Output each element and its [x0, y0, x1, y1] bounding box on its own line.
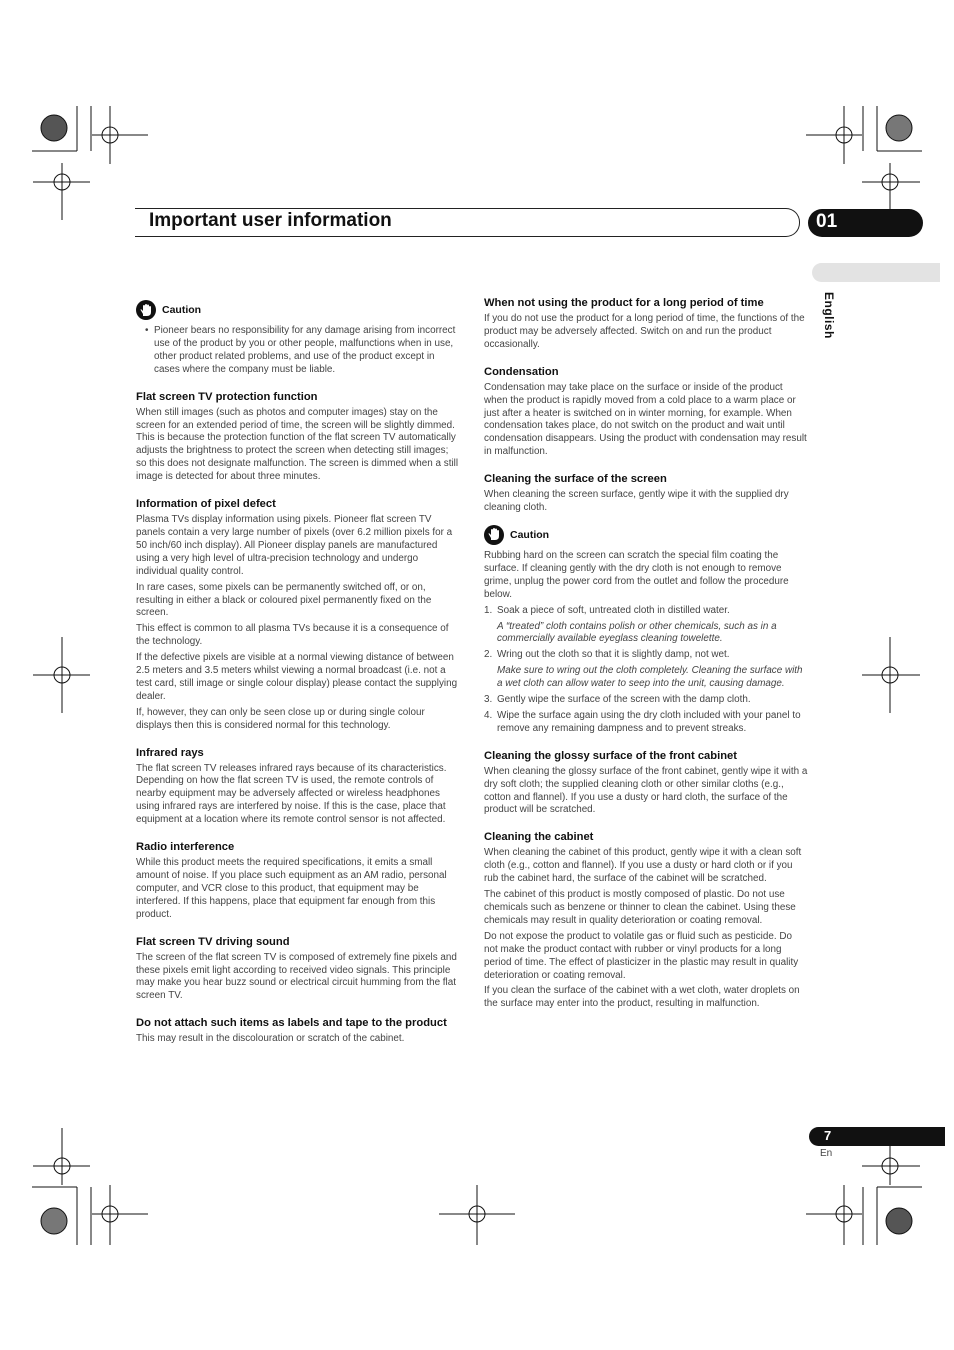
section-heading: Cleaning the glossy surface of the front cabinet [484, 749, 738, 762]
section-heading: Cleaning the cabinet [484, 831, 594, 844]
step-item [484, 605, 808, 618]
page-number: 7 [824, 1128, 832, 1143]
caution-bullet: • Pioneer bears no responsibility for any damage arising from incorrect use of the product by you or other people, malfunctions when in use, other product related problems, and use of the product except in cases where the company must be liable. [136, 325, 460, 377]
paragraph: Do not expose the product to volatile gas or fluid such as pesticide. Do not make the product contact with rubber or vinyl products for a long period of time. The effect of plasticizer in the plastic may result in quality deterioration or coating removal. [484, 930, 799, 981]
paragraph: If you do not use the product for a long period of time, the functions of the product may be adversely affected. Switch on and run the product occasionally. [484, 313, 805, 350]
paragraph: While this product meets the required specifications, it emits a small amount of noise. If you place such equipment as an AM radio, personal computer, and VCR close to this product, that equipment may be interfered. If this happens, place that equipment far enough from this product. [136, 857, 447, 920]
paragraph: When cleaning the glossy surface of the front cabinet, gently wipe it with a dry soft cloth; the supplied cleaning cloth or other similar cloths (e.g., cotton and flannel). If you use a dusty or hard cloth, the surface of the product will be scratched. [484, 765, 808, 816]
section-heading: Infrared rays [136, 746, 204, 759]
page-title: Important user information [149, 210, 392, 231]
step-text: Gently wipe the surface of the screen with the damp cloth. [497, 694, 751, 706]
caution-hand-icon [484, 525, 504, 545]
section-heading: Do not attach such items as labels and tape to the product [136, 1017, 447, 1030]
caution-label: Caution [162, 303, 202, 316]
step-text: Wipe the surface again using the dry cloth included with your panel to remove any remaining dampness and to prevent streaks. [497, 709, 801, 734]
step-item [484, 710, 808, 736]
step-number: 1. [484, 604, 493, 616]
paragraph: Plasma TVs display information using pixels. Pioneer flat screen TV panels contain a very large number of pixels (over 6.2 million pixels for a 50 inch/60 inch display). All Pioneer display panels are manufactured using a very high level of ultra-precision technology and undergo individual quality control. [136, 514, 453, 577]
caution-label: Caution [510, 528, 550, 541]
paragraph: This may result in the discolouration or scratch of the cabinet. [136, 1033, 405, 1045]
paragraph: The flat screen TV releases infrared rays because of its characteristics. Depending on how the flat screen TV is used, the remote controls of nearby equipment may be adversely affected or wireless headphones using infrared rays are interfered by noise. If this is the case, place that equipment at a location where its remote control sensor is not affected. [136, 762, 447, 826]
section-heading: Flat screen TV protection function [136, 390, 318, 403]
step-item [484, 649, 808, 662]
paragraph: If you clean the surface of the cabinet with a wet cloth, water droplets on the surface may enter into the product, resulting in malfunction. [484, 985, 800, 1010]
section-heading: When not using the product for a long period of time [484, 297, 764, 309]
paragraph: In rare cases, some pixels can be permanently switched off, or on, resulting in either a black or coloured pixel permanently fixed on the screen. [136, 581, 432, 619]
paragraph: Rubbing hard on the screen can scratch the special film coating the surface. If cleaning gently with the dry cloth is not enough to remove grime, unplug the power cord from the outlet and follow the procedure below. [484, 549, 789, 600]
paragraph: If, however, they can only be seen close up or during single colour displays then this is considered normal for this technology. [136, 706, 425, 731]
left-column [136, 300, 460, 1049]
section-heading: Flat screen TV driving sound [136, 935, 290, 948]
step-number: 3. [484, 694, 493, 706]
paragraph: If the defective pixels are visible at a normal viewing distance of between 2.5 meters and 3.5 meters whilst viewing a normal broadcast (i.e. not a test card, still image or single colour display) please contact the supplying dealer. [136, 652, 458, 702]
caution-header [136, 300, 460, 320]
paragraph: This effect is common to all plasma TVs because it is a consequence of the technology. [136, 623, 449, 648]
chapter-number: 01 [816, 211, 838, 232]
section-heading: Cleaning the surface of the screen [484, 473, 667, 486]
step-text: Soak a piece of soft, untreated cloth in distilled water. [497, 604, 730, 616]
section-heading: Condensation [484, 365, 559, 378]
step-text: Wring out the cloth so that it is slightly damp, not wet. [497, 649, 730, 661]
paragraph: The cabinet of this product is mostly composed of plastic. Do not use chemicals such as benzene or thinner to clean the cabinet. Using these chemicals may result in quality deterioration or coating removal. [484, 889, 796, 926]
step-number: 2. [484, 649, 493, 661]
step-item [484, 694, 808, 707]
language-tab [812, 263, 940, 282]
paragraph: When still images (such as photos and computer images) stay on the screen for an extended period of time, the screen will be slightly dimmed. This is because the protection function of the flat screen TV automatically adjusts the brightness to protect the screen when detecting still images; so this does not designate malfunction. The screen is dimmed when a still image is detected for about three minutes. [136, 406, 459, 483]
paragraph: When cleaning the screen surface, gently wipe it with the supplied dry cleaning cloth. [484, 489, 789, 514]
step-note: A “treated” cloth contains polish or other chemicals, such as in a commercially available eyeglass cleaning towelette. [497, 620, 777, 645]
section-heading: Radio interference [136, 841, 235, 854]
caution-header [484, 525, 808, 545]
paragraph: When cleaning the cabinet of this product, gently wipe it with a clean soft cloth (e.g., cotton and flannel). If you use a dusty or hard cloth or if you rub the cabinet hard, the surface of the cabinet will be scratched. [484, 847, 802, 885]
paragraph: Condensation may take place on the surface or inside of the product when the product is rapidly moved from a cold place to a warm place or just after a heater is switched on in winter morning, for example. When condensation takes place, do not switch on the product and wait until condensation disappears. Using the product with condensation may result in malfunction. [484, 381, 807, 458]
step-note: Make sure to wring out the cloth completely. Cleaning the surface with a wet cloth can allow water to seep into the unit, causing damage. [497, 665, 803, 690]
page-language-code: En [820, 1148, 833, 1159]
caution-hand-icon [136, 300, 156, 320]
right-column [484, 296, 808, 1014]
section-heading: Information of pixel defect [136, 498, 276, 511]
step-number: 4. [484, 709, 493, 721]
language-label: English [822, 292, 836, 339]
paragraph: The screen of the flat screen TV is composed of extremely fine pixels and these pixels emit light according to received video signals. This principle may make you hear buzz sound or electrical circuit humming from the flat screen TV. [136, 951, 457, 1002]
